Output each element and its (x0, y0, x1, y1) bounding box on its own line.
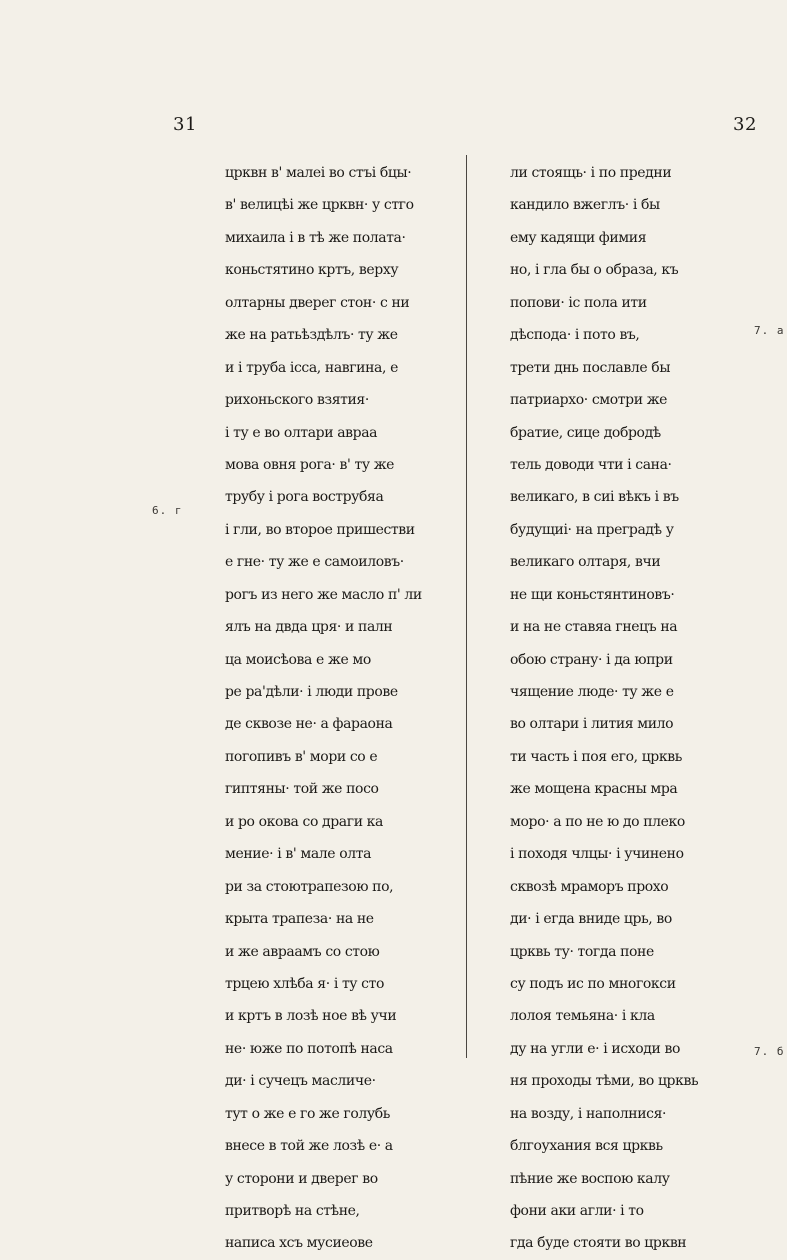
text-line: великаго олтаря, вчи (510, 554, 661, 571)
text-line: коньстятино кртъ, верху (225, 262, 399, 279)
text-line: же мощена красны мра (510, 781, 678, 798)
text-line: ли стоящь· і по предни (510, 165, 672, 181)
text-line: ялъ на двда цря· и палн (225, 619, 393, 636)
text-line: погопивъ в' мори со е (225, 748, 378, 765)
text-line: ня проходы тѣми, во црквь (510, 1073, 699, 1090)
text-line: пѣние же воспою калу (510, 1170, 670, 1187)
text-line: кандило вжеглъ· і бы (510, 197, 660, 214)
text-line: црквн в' малеі во стъі бцы· (225, 165, 412, 181)
text-line: написа хсъ мусиеове (225, 1235, 373, 1252)
text-line: крыта трапеза· на не (225, 911, 374, 928)
page-number-left: 31 (173, 114, 197, 135)
right-text-column (510, 157, 725, 1260)
text-line: трубу і рога вострубяа (225, 489, 384, 506)
text-line: ду на угли е· і исходи во (510, 1040, 681, 1057)
margin-note-7b: 7. б (754, 1045, 785, 1058)
margin-note-7a: 7. а (754, 324, 785, 337)
text-line: трцею хлѣба я· і ту сто (225, 975, 384, 992)
text-line: у сторони и дверег во (225, 1170, 378, 1187)
column-divider (466, 155, 467, 1058)
text-line: рогъ из него же масло п' ли (225, 586, 422, 603)
text-line: трети днь пославле бы (510, 359, 671, 376)
text-line: и же авраамъ со стою (225, 943, 380, 960)
text-line: притворѣ на стѣне, (225, 1203, 360, 1219)
text-line: в' велицѣі же црквн· у стго (225, 197, 414, 214)
text-line: внесе в той же лозѣ е· а (225, 1138, 393, 1155)
text-line: ему кадящи фимия (510, 229, 647, 246)
text-line: е гне· ту же е самоиловъ· (225, 554, 404, 571)
text-line: но, і гла бы о образа, къ (510, 262, 679, 279)
text-line: обою страну· і да юпри (510, 651, 673, 668)
text-line: не щи коньстянтиновъ· (510, 586, 675, 603)
text-line: ца моисѣова е же мо (225, 651, 371, 668)
text-line: братие, сице добродѣ (510, 424, 661, 441)
text-line: не· юже по потопѣ наса (225, 1040, 393, 1057)
text-line: сквозѣ мраморъ прохо (510, 878, 669, 895)
text-line: тель доводи чти і сана· (510, 456, 672, 473)
text-line: лолоя темьяна· і кла (510, 1008, 655, 1025)
text-line: гиптяны· той же посо (225, 781, 379, 798)
text-line: и ро окова со драги ка (225, 813, 383, 830)
text-line: і гли, во второе пришестви (225, 521, 415, 538)
text-line: же на ратьѣздѣлъ· ту же (225, 327, 398, 344)
text-line: ди· і егда вниде црь, во (510, 911, 672, 928)
left-text-column (225, 157, 450, 1260)
text-line: михаила і в тѣ же полата· (225, 229, 406, 246)
page-number-right: 32 (733, 114, 757, 135)
text-line: попови· іс пола ити (510, 294, 647, 311)
text-line: мение· і в' мале олта (225, 846, 372, 863)
text-line: де сквозе не· а фараона (225, 716, 393, 733)
text-line: ри за стоютрапезою по, (225, 878, 394, 895)
text-line: рихоньского взятия· (225, 392, 369, 409)
text-line: тут о же е го же голубь (225, 1105, 390, 1122)
text-line: чящение люде· ту же е (510, 684, 674, 700)
text-line: и на не ставяа гнецъ на (510, 619, 678, 636)
text-line: и і труба ісса, навгина, е (225, 359, 398, 376)
text-line: дѣспода· і пото въ, (510, 327, 640, 344)
text-line: патриархо· смотри же (510, 392, 668, 409)
text-line: олтарны дверег стон· с ни (225, 294, 410, 311)
text-line: на возду, і наполнися· (510, 1105, 667, 1122)
text-line: црквь ту· тогда поне (510, 943, 654, 960)
text-line: і походя члцы· і учинено (510, 846, 684, 863)
text-line: моро· а по не ю до плеко (510, 813, 685, 830)
text-line: ди· і сучецъ масличе· (225, 1073, 376, 1090)
text-line: ти часть і поя его, црквь (510, 748, 682, 765)
text-line: во олтари і лития мило (510, 716, 674, 733)
text-line: су подъ ис по многокси (510, 975, 676, 992)
text-line: блгоухания вся црквь (510, 1138, 663, 1155)
text-line: будущиі· на преградѣ у (510, 521, 674, 538)
text-line: ре ра'дѣли· і люди прове (225, 684, 398, 700)
text-line: гда буде стояти во црквн (510, 1235, 687, 1252)
text-line: фони аки агли· і то (510, 1203, 644, 1219)
text-line: мова овня рога· в' ту же (225, 456, 395, 473)
text-line: и кртъ в лозѣ ное вѣ учи (225, 1008, 397, 1025)
text-line: і ту е во олтари авраа (225, 424, 378, 441)
margin-note-6g: 6. г (152, 504, 183, 517)
text-line: великаго, в сиі вѣкъ і въ (510, 489, 679, 506)
